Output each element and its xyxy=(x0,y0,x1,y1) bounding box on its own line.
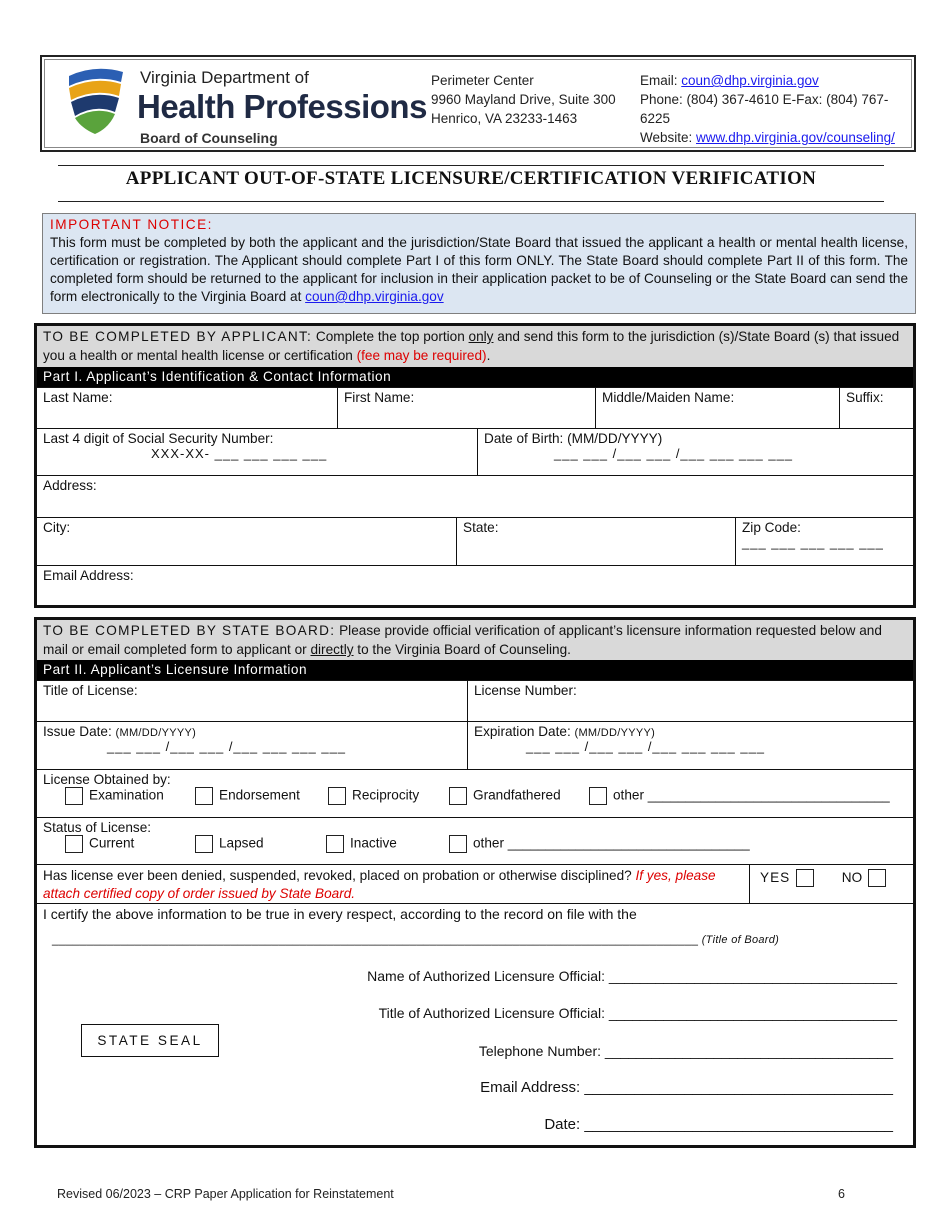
disciplined-question xyxy=(37,865,749,903)
email-link[interactable]: coun@dhp.virginia.gov xyxy=(681,73,819,88)
ssn-label: Last 4 digit of Social Security Number: xyxy=(43,431,274,446)
part2-head-text2: to the Virginia Board of Counseling. xyxy=(353,642,571,657)
title-rule-bottom xyxy=(58,201,884,202)
title-rule-top xyxy=(58,165,884,166)
letterhead-inner xyxy=(44,59,912,148)
logo-line-board: Board of Counseling xyxy=(140,130,278,146)
issue-date-field[interactable] xyxy=(37,722,467,769)
email-label: Email: xyxy=(640,73,682,88)
part2-head-directly: directly xyxy=(310,642,354,657)
part2-instructions xyxy=(37,620,913,660)
footer-revised: Revised 06/2023 – CRP Paper Application for Reinstatement xyxy=(57,1187,394,1201)
expiration-date-label: Expiration Date: xyxy=(474,724,571,739)
page-number: 6 xyxy=(838,1187,845,1201)
license-title-field[interactable] xyxy=(37,681,467,721)
part1-head-caps: TO BE COMPLETED BY APPLICANT: xyxy=(43,329,313,344)
part1-head-text2: and send this form to the jurisdiction (s)/State Board (s) that issued you a health or mental health license or certification xyxy=(43,329,900,363)
yes-label: YES xyxy=(760,869,791,885)
option-other-status[interactable] xyxy=(449,835,750,853)
part2-section xyxy=(34,617,916,1148)
checkbox-yes[interactable] xyxy=(796,869,814,887)
last-name-field[interactable] xyxy=(37,388,337,428)
issue-date-format: (MM/DD/YYYY) xyxy=(115,727,197,739)
checkbox-examination[interactable] xyxy=(65,787,83,805)
option-other-obtained[interactable] xyxy=(589,787,890,805)
option-current-label: Current xyxy=(89,835,135,851)
checkbox-lapsed[interactable] xyxy=(195,835,213,853)
ssn-field[interactable] xyxy=(37,429,477,475)
contact-block xyxy=(640,71,911,147)
checkbox-no[interactable] xyxy=(868,869,886,887)
first-name-label: First Name: xyxy=(344,390,415,405)
option-endorsement-label: Endorsement xyxy=(219,787,300,803)
option-reciprocity[interactable] xyxy=(328,787,419,805)
city-field[interactable] xyxy=(37,518,456,565)
logo-line-virginia: Virginia Department of xyxy=(140,68,309,87)
city-label: City: xyxy=(43,520,71,535)
option-inactive[interactable] xyxy=(326,835,397,853)
option-current[interactable] xyxy=(65,835,134,853)
zip-field[interactable] xyxy=(735,518,913,565)
first-name-field[interactable] xyxy=(337,388,595,428)
certify-statement: I certify the above information to be true in every respect, according to the record on file with the xyxy=(43,906,637,922)
middle-name-label: Middle/Maiden Name: xyxy=(602,390,735,405)
option-lapsed[interactable] xyxy=(195,835,264,853)
dates-row xyxy=(37,721,913,769)
option-endorsement[interactable] xyxy=(195,787,300,805)
certification-block xyxy=(37,903,913,1145)
status-row xyxy=(37,817,913,864)
phone-line: Phone: (804) 367-4610 E-Fax: (804) 767-6225 xyxy=(640,92,889,126)
last-name-label: Last Name: xyxy=(43,390,113,405)
email-line xyxy=(640,71,911,90)
part1-bar: Part I. Applicant’s Identification & Contact Information xyxy=(37,367,913,387)
suffix-label: Suffix: xyxy=(846,390,884,405)
checkbox-other-status[interactable] xyxy=(449,835,467,853)
notice-body: This form must be completed by both the applicant and the jurisdiction/State Board that issued the applicant a health or mental health license, certification or registration. The Applicant should complete Part I of this form ONLY. The State Board should complete Part II of this form. The completed form should be returned to the applicant for inclusion in their application packet to be of Counseling or the State Board can send the form electronically to the Virginia Board at xyxy=(50,235,908,304)
official-title-line[interactable]: Title of Authorized Licensure Official: _____________________________________ xyxy=(378,1005,897,1021)
expiration-date-label-line xyxy=(474,724,907,739)
suffix-field[interactable] xyxy=(839,388,913,428)
address-line: Perimeter Center xyxy=(431,73,534,88)
board-title-blank: ______________________________________________________________________________________________ xyxy=(52,932,699,946)
state-seal-box: STATE SEAL xyxy=(81,1024,219,1057)
option-other-obtained-label: other ________________________________ xyxy=(613,787,890,803)
part1-head-end: . xyxy=(486,348,491,363)
letterhead xyxy=(40,55,916,152)
address-row xyxy=(37,475,913,517)
website-link[interactable]: www.dhp.virginia.gov/counseling/ xyxy=(696,130,895,145)
license-status-group xyxy=(37,818,913,864)
disciplined-note: If yes, please attach certified copy of order issued by State Board. xyxy=(43,868,716,901)
state-field[interactable] xyxy=(456,518,735,565)
option-grandfathered[interactable] xyxy=(449,787,561,805)
part1-section xyxy=(34,323,916,608)
option-examination-label: Examination xyxy=(89,787,164,803)
disciplined-answer xyxy=(749,865,913,903)
board-title-caption: (Title of Board) xyxy=(701,934,780,946)
email-line[interactable]: Email Address: _____________________________________ xyxy=(480,1079,893,1096)
dob-field[interactable] xyxy=(477,429,913,475)
telephone-line[interactable]: Telephone Number: _____________________________________ xyxy=(478,1043,893,1059)
option-other-status-label: other ________________________________ xyxy=(473,835,750,851)
fee-note: (fee may be required) xyxy=(356,348,487,363)
license-number-label: License Number: xyxy=(474,683,577,698)
part2-head-caps: TO BE COMPLETED BY STATE BOARD: xyxy=(43,623,336,638)
notice-heading: IMPORTANT NOTICE: xyxy=(50,217,213,232)
state-label: State: xyxy=(463,520,499,535)
part1-instructions xyxy=(37,326,913,367)
part2-bar: Part II. Applicant’s Licensure Information xyxy=(37,660,913,680)
address-block xyxy=(431,71,616,128)
license-title-label: Title of License: xyxy=(43,683,138,698)
checkbox-inactive[interactable] xyxy=(326,835,344,853)
license-obtained-options xyxy=(43,787,907,809)
checkbox-grandfathered[interactable] xyxy=(449,787,467,805)
option-examination[interactable] xyxy=(65,787,164,805)
board-title-line[interactable] xyxy=(52,932,779,946)
part1-head-only: only xyxy=(468,329,494,344)
name-row xyxy=(37,387,913,428)
important-notice xyxy=(42,213,916,314)
website-line xyxy=(640,128,911,147)
issue-date-label: Issue Date: xyxy=(43,724,112,739)
date-line[interactable]: Date: _____________________________________ xyxy=(544,1116,893,1133)
email-row xyxy=(37,565,913,608)
checkbox-reciprocity[interactable] xyxy=(328,787,346,805)
zip-format: ___ ___ ___ ___ ___ xyxy=(742,535,884,550)
official-name-line[interactable]: Name of Authorized Licensure Official: _____________________________________ xyxy=(367,968,897,984)
address-line: 9960 Mayland Drive, Suite 300 xyxy=(431,92,616,107)
license-obtained-group xyxy=(37,770,913,817)
dob-format: ___ ___ /___ ___ /___ ___ ___ ___ xyxy=(554,446,794,461)
email-label: Email Address: xyxy=(43,568,134,583)
email-field[interactable] xyxy=(37,566,913,608)
checkbox-current[interactable] xyxy=(65,835,83,853)
expiration-date-field[interactable] xyxy=(467,722,913,769)
dhp-logo-icon xyxy=(65,66,127,136)
notice-email-link[interactable]: coun@dhp.virginia.gov xyxy=(305,289,444,304)
disciplined-row xyxy=(37,864,913,903)
zip-label: Zip Code: xyxy=(742,520,801,535)
license-status-options xyxy=(43,835,907,857)
option-inactive-label: Inactive xyxy=(350,835,397,851)
dob-label: Date of Birth: (MM/DD/YYYY) xyxy=(484,431,663,446)
expiration-date-blank: ___ ___ /___ ___ /___ ___ ___ ___ xyxy=(526,739,766,754)
expiration-date-format: (MM/DD/YYYY) xyxy=(574,727,656,739)
ssn-format: XXX-XX- ___ ___ ___ ___ xyxy=(151,446,328,461)
license-title-row xyxy=(37,680,913,721)
option-reciprocity-label: Reciprocity xyxy=(352,787,420,803)
address-field[interactable] xyxy=(37,476,913,517)
option-lapsed-label: Lapsed xyxy=(219,835,264,851)
address-label: Address: xyxy=(43,478,97,493)
address-line: Henrico, VA 23233-1463 xyxy=(431,111,578,126)
part2-head-text: Please provide official verification of applicant’s licensure information requested below and mail or email completed form to applicant or xyxy=(43,623,882,657)
license-number-field[interactable] xyxy=(467,681,913,721)
license-obtained-label: License Obtained by: xyxy=(43,772,171,787)
city-state-zip-row xyxy=(37,517,913,565)
disciplined-question-text: Has license ever been denied, suspended, revoked, placed on probation or otherwise disciplined? xyxy=(43,868,636,883)
ssn-dob-row xyxy=(37,428,913,475)
issue-date-label-line xyxy=(43,724,461,739)
website-label: Website: xyxy=(640,130,697,145)
obtained-row xyxy=(37,769,913,817)
checkbox-endorsement[interactable] xyxy=(195,787,213,805)
no-label: NO xyxy=(841,869,863,885)
license-status-label: Status of License: xyxy=(43,820,152,835)
page-title: APPLICANT OUT-OF-STATE LICENSURE/CERTIFICATION VERIFICATION xyxy=(125,168,817,189)
option-grandfathered-label: Grandfathered xyxy=(473,787,561,803)
issue-date-blank: ___ ___ /___ ___ /___ ___ ___ ___ xyxy=(107,739,347,754)
logo-line-health-professions: Health Professions xyxy=(137,88,427,125)
checkbox-other-obtained[interactable] xyxy=(589,787,607,805)
part1-head-text: Complete the top portion xyxy=(312,329,469,344)
middle-name-field[interactable] xyxy=(595,388,839,428)
